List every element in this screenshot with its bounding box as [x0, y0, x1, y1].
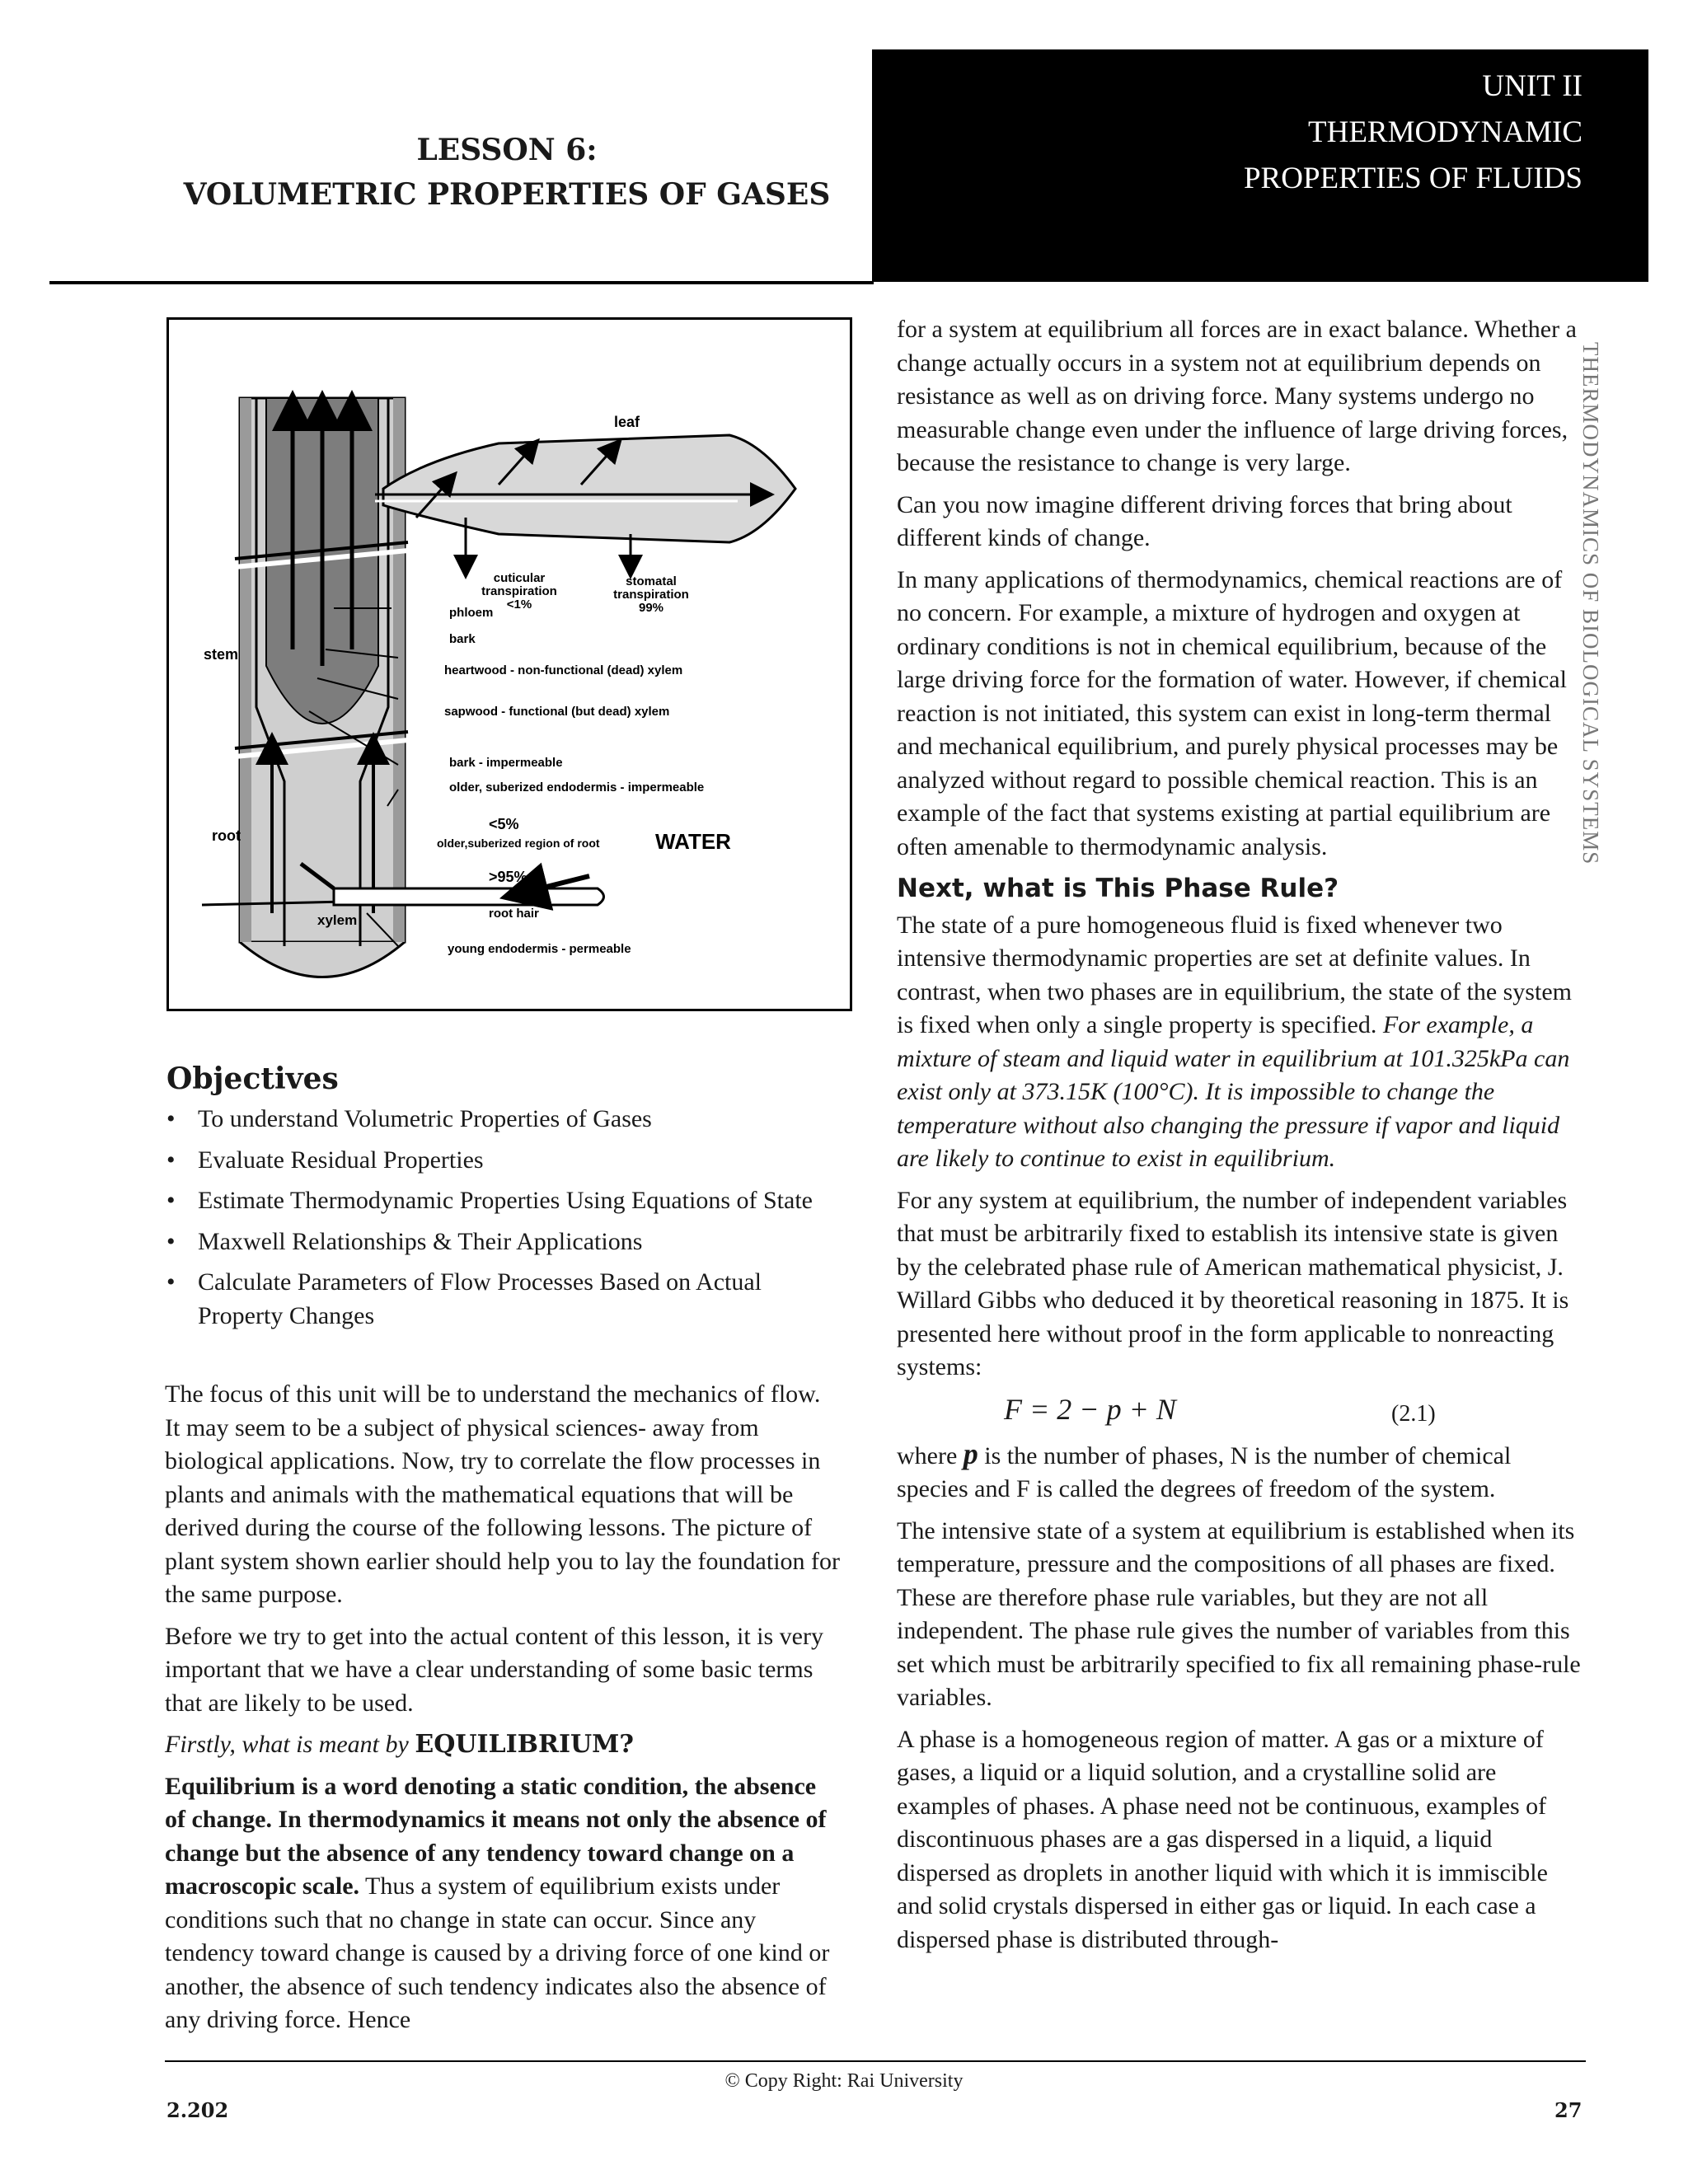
phase-rule-definition: [897, 1437, 1586, 1507]
unit-number: UNIT II: [1482, 69, 1582, 103]
chemical-reactions-paragraph: In many applications of thermodynamics, chemical reactions are of no concern. For example, a mixture of hydrogen and oxygen at ordinary conditions is not in chemical equilibrium, because of the large driving force for the formation of water. However, if chemical reaction is not initiated, this system can exist in long-term thermal and mechanical equilibrium, and purely physical processes may be analyzed without regard to possible chemical reaction. This is an example of the fact that systems existing at partial equilibrium are often amenable to thermodynamic analysis.: [897, 565, 1567, 860]
pure-fluid-example: For example, a mixture of steam and liquid water in equilibrium at 101.325kPa can exist only at 373.15K (100°C). It is impossible to change the temperature without also changing the pressure if vapor and liquid are likely to continue to exist in equilibrium.: [897, 1011, 1570, 1172]
page-number: 27: [1554, 2098, 1582, 2122]
equation-number: (2.1): [1391, 1400, 1436, 1427]
label-lt5: <5%: [489, 816, 519, 832]
right-column: [897, 313, 1586, 1965]
label-young-endodermis: young endodermis - permeable: [448, 942, 631, 956]
phase-rule-definition-rest: is the number of phases, N is the number of chemical species and F is called the degrees of freedom of the system.: [897, 1441, 1512, 1502]
forces-balance-paragraph: for a system at equilibrium all forces are in exact balance. Whether a change actually occurs in a system not at equilibrium depends on resistance as well as on driving force. Many systems undergo no measurable change even under the influence of large driving forces, because the resistance to change is very large.: [897, 316, 1577, 476]
plant-water-diagram: [166, 317, 852, 1011]
objectives-heading: Objectives: [166, 1062, 339, 1096]
basic-terms-paragraph: Before we try to get into the actual content of this lesson, it is very important that we have a clear understanding of some basic terms that are likely to be used.: [165, 1622, 823, 1717]
lesson-number: LESSON 6:: [416, 133, 598, 167]
label-stomatal-pct: 99%: [638, 601, 664, 615]
label-sapwood: sapwood - functional (but dead) xylem: [444, 705, 670, 719]
objectives-list: [166, 1103, 842, 1340]
lesson-title: [157, 128, 857, 217]
phase-definition-paragraph: A phase is a homogeneous region of matter. A gas or a mixture of gases, a liquid or a liquid solution, and a crystalline solid are examples of phases. A phase need not be continuous, examples of discontinuous phases are a gas dispersed in a liquid, a liquid dispersed as droplets in another liquid with which it is immiscible and solid crystals dispersed in either gas or liquid. In each case a dispersed phase is distributed through-: [897, 1725, 1548, 1953]
gibbs-paragraph: For any system at equilibrium, the number of independent variables that must be arbitrarily fixed to establish its intensive state is given by the celebrated phase rule of American mathematical physicist, J. Willard Gibbs who deduced it by theoretical reasoning in 1875. It is presented here without proof in the form applicable to nonreacting systems:: [897, 1186, 1569, 1380]
copyright: © Copy Right: Rai University: [724, 2070, 964, 2092]
pure-fluid-text: The state of a pure homogeneous fluid is fixed whenever two intensive thermodynamic properties are set at definite values. In contrast, when two phases are in equilibrium, the state of the system is fixed when only a single property is specified.: [897, 911, 1572, 1038]
equilibrium-question-lead: Firstly, what is meant by: [165, 1731, 415, 1758]
list-item: • Maxwell Relationships & Their Applications: [166, 1226, 842, 1259]
bark-strip-left: [240, 398, 251, 942]
equilibrium-definition-rest: Thus a system of equilibrium exists under conditions such that no change in state can occur. Since any tendency toward change is caused by a driving force of one kind or another, the absence of such tendency indicates also the absence of any driving force. Hence: [165, 1872, 830, 2033]
label-bark-impermeable: bark - impermeable: [449, 756, 563, 770]
list-item: • To understand Volumetric Properties of Gases: [166, 1103, 842, 1137]
equilibrium-definition-bold: Equilibrium is a word denoting a static condition, the absence of change. In thermodynamics it means not only the absence of change but the absence of any tendency toward change on a macroscopic scale.: [165, 1772, 827, 1900]
plant-diagram-svg: [169, 320, 850, 1009]
label-cuticular-2: transpiration: [481, 584, 557, 598]
side-title-text: THERMODYNAMICS OF BIOLOGICAL SYSTEMS: [1578, 342, 1603, 865]
lesson-name: VOLUMETRIC PROPERTIES OF GASES: [183, 177, 831, 212]
intensive-state-paragraph: The intensive state of a system at equilibrium is established when its temperature, pressure and the compositions of all phases are fixed. These are therefore phase rule variables, but they are not all independent. The phase rule gives the number of variables from this set which must be arbitrarily specified to fix all remaining phase-rule variables.: [897, 1516, 1581, 1711]
label-phloem: phloem: [449, 606, 494, 620]
leaf-shape: [383, 435, 795, 542]
label-water: WATER: [655, 829, 731, 854]
label-heartwood: heartwood - non-functional (dead) xylem: [444, 663, 683, 677]
phase-rule-equation: F = 2 − p + N: [1004, 1392, 1176, 1426]
list-item: • Evaluate Residual Properties: [166, 1144, 842, 1178]
header-divider: [49, 281, 874, 284]
label-older-root: older,suberized region of root: [437, 837, 600, 850]
pure-fluid-paragraph: [897, 909, 1586, 1176]
label-gt95: >95%: [489, 869, 528, 885]
label-xylem: xylem: [317, 912, 358, 928]
label-cuticular: cuticular: [493, 571, 546, 585]
unit-header-box: [872, 49, 1648, 282]
label-cuticular-pct: <1%: [506, 598, 532, 612]
trunk-base: [240, 942, 405, 977]
label-older-endodermis: older, suberized endodermis - impermeable: [449, 780, 705, 794]
list-item: • Estimate Thermodynamic Properties Using Equations of State: [166, 1184, 842, 1218]
phase-symbol: p: [963, 1436, 978, 1470]
where-text: where: [897, 1441, 964, 1469]
phase-rule-heading: Next, what is This Phase Rule?: [897, 874, 1339, 903]
label-root: root: [212, 827, 241, 844]
label-root-hair: root hair: [489, 907, 539, 921]
label-stomatal-2: transpiration: [613, 588, 689, 602]
footer-divider: [165, 2060, 1586, 2062]
page-code: 2.202: [166, 2098, 229, 2122]
equation-row: [897, 1393, 1586, 1436]
intro-paragraph: The focus of this unit will be to understand the mechanics of flow. It may seem to be a subject of physical sciences- away from biological applications. Now, try to correlate the flow processes in plants and animals with the mathematical equations that will be derived during the course of the following lessons. The picture of plant system shown earlier should help you to lay the foundation for the same purpose.: [165, 1380, 841, 1608]
list-item: • Calculate Parameters of Flow Processes Based on Actual Property Changes: [166, 1266, 842, 1333]
equilibrium-definition: [165, 1770, 841, 2037]
equilibrium-term: EQUILIBRIUM?: [415, 1730, 634, 1759]
label-bark: bark: [449, 632, 476, 646]
driving-forces-paragraph: Can you now imagine different driving forces that bring about different kinds of change.: [897, 490, 1512, 551]
equilibrium-question: [165, 1728, 841, 1762]
left-column: [165, 1378, 841, 2046]
label-stomatal: stomatal: [626, 574, 677, 588]
label-leaf: leaf: [614, 414, 640, 430]
root-hair: [334, 888, 604, 905]
unit-title-line1: THERMODYNAMIC: [1308, 115, 1582, 149]
label-stem: stem: [204, 646, 239, 663]
unit-title-line2: PROPERTIES OF FLUIDS: [1243, 162, 1582, 195]
